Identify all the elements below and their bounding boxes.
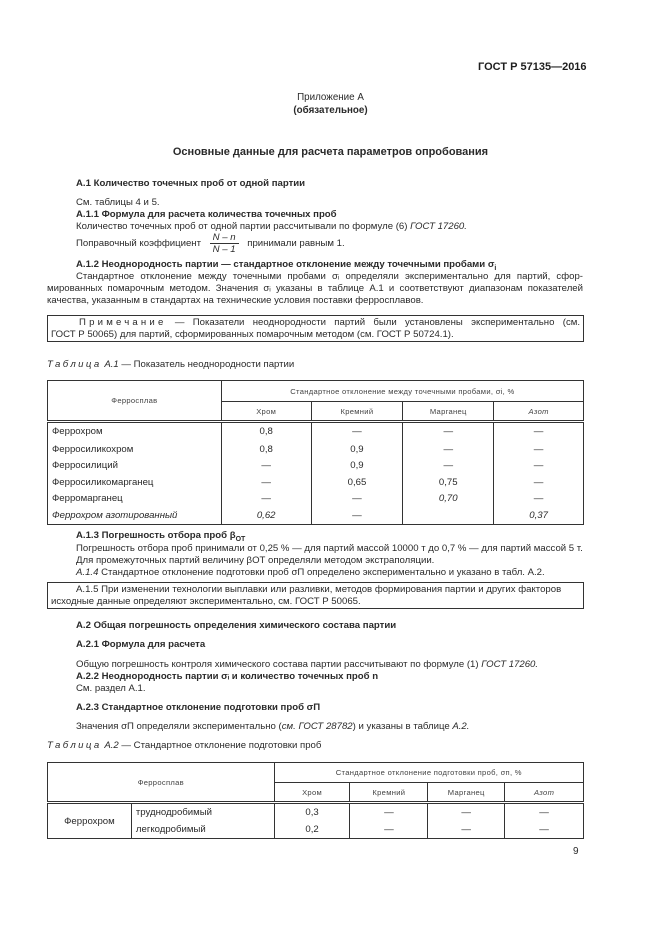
- a23-text-pre: Значения σП определяли экспериментально (: [76, 721, 282, 732]
- cell-nitrogen: —: [505, 803, 584, 822]
- cell-nitrogen: —: [494, 491, 584, 507]
- a15-line-1: А.1.5 При изменении технологии выплавки или разливки, методов формирования партии и других факторов: [76, 584, 562, 595]
- table-a2-ref: А.2.: [452, 721, 470, 732]
- coef-pre-text: Поправочный коэффициент: [76, 238, 201, 249]
- cell-nitrogen: —: [494, 422, 584, 441]
- appendix-status: (обязательное): [293, 105, 368, 116]
- cell-silicon: —: [311, 507, 403, 525]
- caption-text: — Показатель неоднородности партии: [118, 359, 295, 370]
- cell-nitrogen: —: [494, 458, 584, 474]
- table-row: [48, 491, 584, 507]
- table-a1: [47, 380, 584, 525]
- section-a2-heading: А.2 Общая погрешность определения химического состава партии: [76, 620, 397, 631]
- table-a1-caption: [47, 359, 294, 370]
- caption-number: А.1: [104, 359, 119, 370]
- cell-chrome: —: [221, 458, 311, 474]
- cell-chrome: 0,3: [274, 803, 350, 822]
- section-a23-heading: А.2.3 Стандартное отклонение подготовки проб σП: [76, 702, 321, 713]
- table-a2: [47, 762, 584, 839]
- col-header-silicon: Кремний: [311, 402, 403, 422]
- cell-silicon: —: [311, 422, 403, 441]
- alloy-name: Феррохром: [48, 422, 222, 441]
- note-text-1: — Показатели неоднородности партий были установлены экспериментально (см.: [166, 317, 580, 328]
- a23-text: [76, 721, 469, 732]
- col-header-alloy: Ферросплав: [48, 381, 222, 422]
- section-a11-text: [76, 221, 467, 232]
- section-a22-heading: А.2.2 Неоднородность партии σᵢ и количество точечных проб n: [76, 671, 379, 682]
- col-header-manganese: Марганец: [428, 783, 505, 803]
- table-row: [48, 507, 584, 525]
- note-line-2: ГОСТ Р 50065) для партий, сформированных помарочным методом (см. ГОСТ Р 50724.1).: [51, 329, 454, 340]
- coef-post-text: принимали равным 1.: [247, 238, 345, 249]
- col-header-manganese: Марганец: [403, 402, 494, 422]
- see-tables-text: См. таблицы 4 и 5.: [76, 197, 160, 208]
- cell-chrome: 0,8: [221, 422, 311, 441]
- alloy-grade: легкодробимый: [131, 822, 274, 839]
- col-header-nitrogen: Азот: [494, 402, 584, 422]
- cell-manganese: 0,70: [403, 491, 494, 507]
- note-line-1: [51, 317, 580, 328]
- cell-silicon: —: [350, 822, 428, 839]
- col-header-silicon: Кремний: [350, 783, 428, 803]
- cell-nitrogen: —: [494, 474, 584, 491]
- cell-silicon: 0,9: [311, 441, 403, 458]
- correction-coefficient-line: [76, 232, 345, 255]
- a11-text: Количество точечных проб от одной партии рассчитывали по формуле (6): [76, 221, 411, 232]
- cell-chrome: —: [221, 474, 311, 491]
- alloy-name: Ферросиликомарганец: [48, 474, 222, 491]
- note-label: Примечание: [79, 317, 167, 328]
- coefficient-fraction: [210, 232, 239, 255]
- col-header-chrome: Хром: [221, 402, 311, 422]
- a22-text: См. раздел А.1.: [76, 683, 146, 694]
- a13-line-2: Для промежуточных партий величину βОТ определяли методом экстраполяции.: [76, 555, 435, 566]
- cell-manganese: —: [428, 803, 505, 822]
- alloy-name: Феррохром азотированный: [48, 507, 222, 525]
- gost-17260-ref: ГОСТ 17260.: [410, 221, 467, 232]
- cell-manganese: —: [428, 822, 505, 839]
- a23-text-mid: ) и указаны в таблице: [352, 721, 453, 732]
- appendix-title: Приложение А: [297, 92, 364, 103]
- gost-28782-ref: см. ГОСТ 28782: [281, 721, 353, 732]
- a12-sub: i: [494, 264, 497, 272]
- table-a2-caption: [47, 740, 321, 751]
- table-row: [48, 422, 584, 441]
- cell-silicon: —: [311, 491, 403, 507]
- caption-text: — Стандартное отклонение подготовки проб: [118, 740, 322, 751]
- cell-chrome: 0,2: [274, 822, 350, 839]
- page-number: 9: [573, 846, 579, 857]
- alloy-name: Ферромарганец: [48, 491, 222, 507]
- section-a21-heading: А.2.1 Формула для расчета: [76, 639, 206, 650]
- col-header-group: Стандартное отклонение между точечными пробами, σi, %: [221, 381, 583, 402]
- a13-sub: ОТ: [235, 535, 246, 543]
- cell-nitrogen: —: [505, 822, 584, 839]
- a12-heading-text: А.1.2 Неоднородность партии — стандартное отклонение между точечными пробами σ: [76, 259, 495, 270]
- a14-label: А.1.4: [76, 567, 99, 578]
- a13-heading-text: А.1.3 Погрешность отбора проб β: [76, 530, 236, 541]
- caption-label: Таблица: [47, 740, 102, 751]
- cell-chrome: —: [221, 491, 311, 507]
- cell-manganese: —: [403, 458, 494, 474]
- cell-chrome: 0,8: [221, 441, 311, 458]
- a12-line-3: качества, указанным в стандартах на технические условия поставки ферросплавов.: [47, 295, 424, 306]
- a12-line-2: мированных помарочным методом. Значения σᵢ указаны в таблице А.1 и соответствуют диапазонам показателей: [47, 283, 583, 294]
- alloy-name: Ферросиликохром: [48, 441, 222, 458]
- caption-label: Таблица: [47, 359, 102, 370]
- section-a12-heading: [76, 259, 496, 272]
- a14-text: Стандартное отклонение подготовки проб σП определено экспериментально и указано в табл. А.2.: [98, 567, 545, 578]
- cell-manganese: —: [403, 441, 494, 458]
- section-a11-heading: А.1.1 Формула для расчета количества точечных проб: [76, 209, 337, 220]
- cell-manganese: —: [403, 422, 494, 441]
- cell-nitrogen: —: [494, 441, 584, 458]
- a21-text-main: Общую погрешность контроля химического состава партии рассчитывают по формуле (1): [76, 659, 482, 670]
- cell-chrome: 0,62: [221, 507, 311, 525]
- section-a1-heading: А.1 Количество точечных проб от одной партии: [76, 178, 306, 189]
- cell-manganese: 0,75: [403, 474, 494, 491]
- a15-line-2: исходные данные определяют экспериментально, см. ГОСТ Р 50065.: [51, 596, 361, 607]
- fraction-denominator: N – 1: [212, 244, 236, 255]
- table-row: [48, 441, 584, 458]
- col-header-chrome: Хром: [274, 783, 350, 803]
- table-row: [48, 458, 584, 474]
- col-header-nitrogen: Азот: [505, 783, 584, 803]
- a21-text: [76, 659, 538, 670]
- col-header-group: Стандартное отклонение подготовки проб, σп, %: [274, 763, 583, 783]
- alloy-grade: труднодробимый: [131, 803, 274, 822]
- cell-silicon: —: [350, 803, 428, 822]
- cell-manganese: [403, 507, 494, 525]
- document-code: ГОСТ Р 57135—2016: [478, 61, 587, 73]
- alloy-name: Феррохром: [48, 803, 132, 839]
- cell-nitrogen: 0,37: [494, 507, 584, 525]
- table-row: [48, 474, 584, 491]
- caption-number: А.2: [104, 740, 119, 751]
- alloy-name: Ферросилиций: [48, 458, 222, 474]
- a14-line: [76, 567, 545, 578]
- fraction-numerator: N – n: [210, 232, 239, 244]
- a13-line-1: Погрешность отбора проб принимали от 0,25 % — для партий массой 10000 т до 0,7 % — для партий массой 5 т.: [76, 543, 583, 554]
- table-row: [48, 803, 584, 822]
- section-a13-heading: [76, 530, 245, 543]
- cell-silicon: 0,65: [311, 474, 403, 491]
- cell-silicon: 0,9: [311, 458, 403, 474]
- main-title: Основные данные для расчета параметров опробования: [172, 146, 489, 158]
- col-header-alloy: Ферросплав: [48, 763, 275, 803]
- gost-17260-ref: ГОСТ 17260.: [481, 659, 539, 670]
- a12-line-1: Стандартное отклонение между точечными пробами σᵢ определяли экспериментально для партий, сфор-: [76, 271, 583, 282]
